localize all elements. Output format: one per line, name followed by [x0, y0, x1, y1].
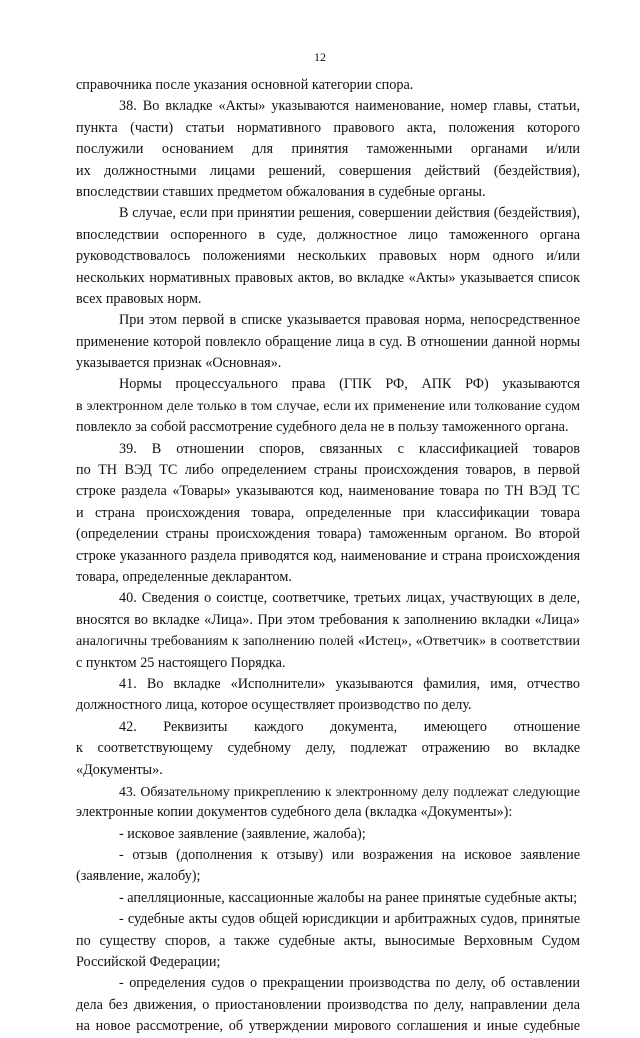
text-line: строке раздела «Товары» указываются код, наименование товара по ТН ВЭД ТС [76, 483, 580, 500]
text-line: (заявление, жалобу); [76, 868, 201, 885]
text-line: нескольких нормативных правовых актов, во вкладке «Акты» указывается список [76, 269, 580, 286]
text-line: руководствовалось положениями нескольких правовых норм одного и/или [76, 248, 580, 265]
text-line: указывается признак «Основная». [76, 355, 282, 372]
text-line: В случае, если при принятии решения, совершении действия (бездействия), [119, 205, 580, 222]
text-line: - апелляционные, кассационные жалобы на ранее принятые судебные акты; [119, 889, 578, 906]
text-line: Российской Федерации; [76, 954, 221, 971]
text-line: применение которой повлекло обращение лица в суд. В отношении данной нормы [76, 333, 580, 350]
text-line: дела без движения, о приостановлении производства по делу, направлении дела [76, 996, 580, 1013]
text-line: всех правовых норм. [76, 290, 202, 307]
text-line: должностного лица, которое осуществляет производство по делу. [76, 697, 472, 714]
text-line: по существу споров, а также судебные акты, выносимые Верховным Судом [76, 932, 580, 949]
text-line: Нормы процессуального права (ГПК РФ, АПК РФ) указываются [119, 376, 580, 393]
text-line: по ТН ВЭД ТС либо определением страны происхождения товаров, в первой [76, 462, 580, 479]
text-line: 42. Реквизиты каждого документа, имеющего отношение [119, 718, 580, 735]
text-line: строке указанного раздела приводятся код, наименование и страна происхождения [76, 547, 580, 564]
text-line: к соответствующему судебному делу, подлежат отражению во вкладке [76, 740, 580, 757]
text-line: аналогичны требованиям к заполнению полей «Истец», «Ответчик» в соответствии [76, 634, 580, 650]
text-line: 39. В отношении споров, связанных с классификацией товаров [119, 440, 580, 457]
text-line: с пунктом 25 настоящего Порядка. [76, 654, 286, 671]
text-line: справочника после указания основной категории спора. [76, 77, 414, 93]
text-line: 43. Обязательному прикреплению к электронному делу подлежат следующие [119, 783, 580, 799]
text-line: 38. Во вкладке «Акты» указываются наименование, номер главы, статьи, [119, 98, 580, 115]
text-line: товара, определенные декларантом. [76, 568, 292, 585]
text-line: послужили основанием для принятия таможенными органами и/или [76, 141, 580, 158]
text-line: впоследствии ставших предметом обжалования в судебные органы. [76, 183, 486, 200]
text-line: - определения судов о прекращении производства по делу, об оставлении [119, 975, 580, 992]
text-line: При этом первой в списке указывается правовая норма, непосредственное [119, 312, 580, 329]
text-line: вносятся во вкладке «Лица». При этом требования к заполнению вкладки «Лица» [76, 611, 580, 628]
text-line: «Документы». [76, 761, 163, 778]
text-line: пункта (части) статьи нормативного правового акта, положения которого [76, 119, 580, 136]
text-line: их должностными лицами решений, совершения действий (бездействия), [76, 162, 580, 179]
text-line: и страна происхождения товара, определенные при классификации товара [76, 504, 580, 521]
text-line: в электронном деле только в том случае, если их применение или толкование судом [76, 398, 580, 414]
text-line: повлекло за собой рассмотрение судебного дела не в пользу таможенного органа. [76, 419, 569, 436]
text-line: 40. Сведения о соистце, соответчике, третьих лицах, участвующих в деле, [119, 590, 580, 607]
text-line: впоследствии оспоренного в суде, должностное лицо таможенного органа [76, 226, 580, 243]
text-line: электронные копии документов судебного дела (вкладка «Документы»): [76, 804, 513, 821]
page-number: 12 [314, 50, 326, 64]
document-body [76, 75, 580, 1038]
text-line: (определении страны происхождения товара) таможенным органом. Во второй [76, 526, 580, 543]
text-line: - отзыв (дополнения к отзыву) или возражения на исковое заявление [119, 847, 580, 864]
text-line: - судебные акты судов общей юрисдикции и арбитражных судов, принятые [119, 911, 580, 928]
text-line: - исковое заявление (заявление, жалоба); [119, 825, 366, 842]
text-line: на новое рассмотрение, об утверждении мирового соглашения и иные судебные [76, 1018, 580, 1035]
text-line: 41. Во вкладке «Исполнители» указываются фамилия, имя, отчество [119, 675, 580, 692]
